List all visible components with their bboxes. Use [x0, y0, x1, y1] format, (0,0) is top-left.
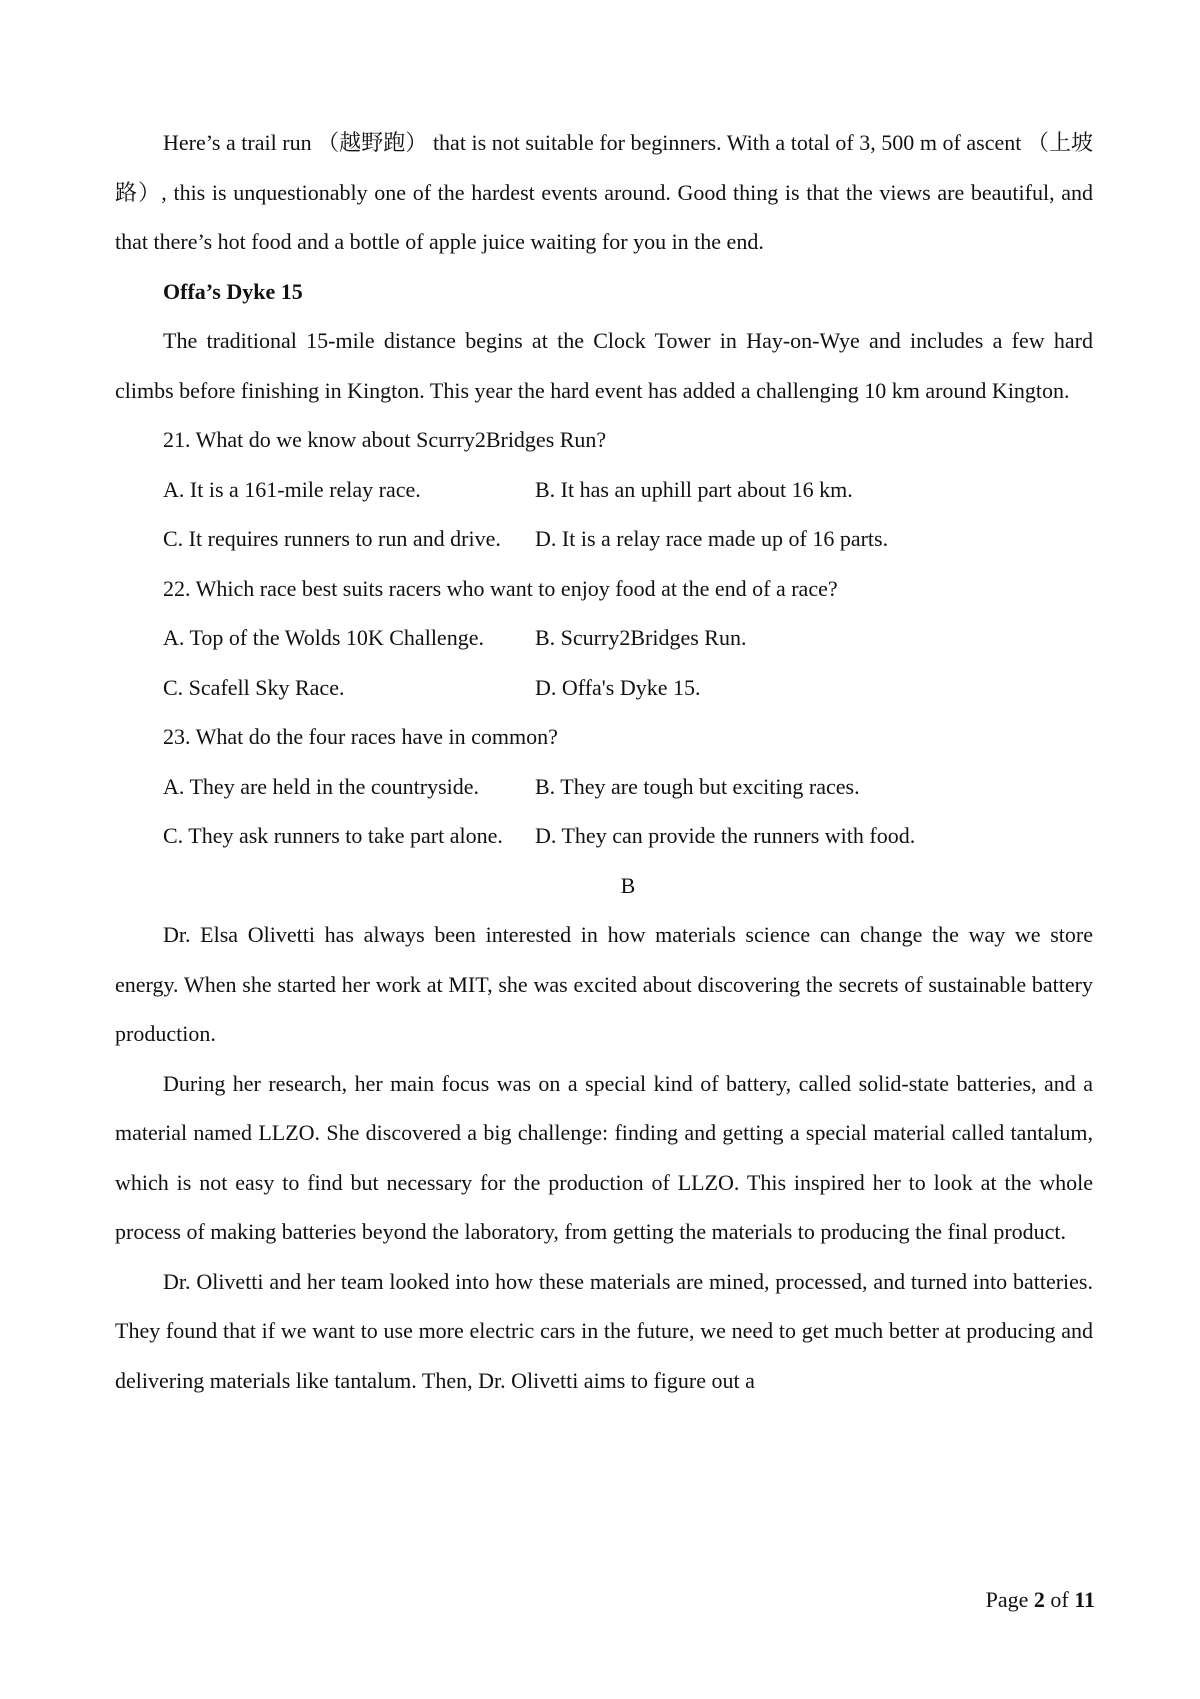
question-22-options-row-2: [115, 663, 1093, 713]
page-prefix: Page: [985, 1587, 1034, 1612]
option-a: A. Top of the Wolds 10K Challenge.: [163, 625, 484, 650]
question-22-stem: 22. Which race best suits racers who want to enjoy food at the end of a race?: [163, 575, 838, 601]
option-d: D. It is a relay race made up of 16 parts.: [535, 526, 889, 551]
question-21-options-row-2: [115, 514, 1093, 564]
offas-dyke-paragraph: The traditional 15-mile distance begins at the Clock Tower in Hay-on-Wye and includes a few hard climbs before finishing in Kington. This year the hard event has added a challenging 10 km around Kington.: [115, 328, 1093, 403]
section-heading-offas-dyke: Offa’s Dyke 15: [163, 278, 303, 304]
question-23-options-row-2: [115, 811, 1093, 861]
section-b-label: B: [620, 872, 636, 898]
question-22-options-row-1: [115, 613, 1093, 663]
total-pages-number: 11: [1074, 1587, 1095, 1612]
page-number: [986, 1587, 1095, 1613]
option-b: B. It has an uphill part about 16 km.: [535, 476, 853, 502]
passage-b-paragraph-2: During her research, her main focus was on a special kind of battery, called solid-state batteries, and a material named LLZO. She discovered a big challenge: finding and getting a special material called tantalum, which is not easy to find but necessary for the production of LLZO. This inspired her to look at the whole process of making batteries beyond the laboratory, from getting the materials to producing the final product.: [115, 1070, 1093, 1244]
option-c: C. Scafell Sky Race.: [163, 674, 345, 700]
option-a: A. They are held in the countryside.: [163, 773, 480, 799]
race-description-paragraph: Here’s a trail run （越野跑） that is not suitable for beginners. With a total of 3, 500 m of ascent （上坡路）, this is unquestionably one of the hardest events around. Good thing is that the views are beautiful, and that there’s hot food and a bottle of apple juice waiting for you in the end.: [115, 130, 1093, 254]
passage-b-paragraph-1: Dr. Elsa Olivetti has always been interested in how materials science can change the way we store energy. When she started her work at MIT, she was excited about discovering the secrets of sustainable battery production.: [115, 922, 1093, 1046]
option-a: A. It is a 161-mile relay race.: [163, 476, 421, 502]
question-23-options-row-1: [115, 762, 1093, 812]
passage-b-paragraph-3: Dr. Olivetti and her team looked into how these materials are mined, processed, and turned into batteries. They found that if we want to use more electric cars in the future, we need to get much better at producing and delivering materials like tantalum. Then, Dr. Olivetti aims to figure out a: [115, 1268, 1093, 1393]
option-c: C. It requires runners to run and drive.: [163, 526, 501, 551]
option-c: C. They ask runners to take part alone.: [163, 823, 503, 848]
option-d: D. They can provide the runners with food.: [535, 823, 916, 848]
option-b: B. Scurry2Bridges Run.: [535, 625, 747, 650]
question-23-stem: 23. What do the four races have in common?: [163, 724, 558, 749]
page-of-text: of: [1044, 1587, 1075, 1612]
page-content: [115, 118, 1093, 1405]
question-21-options-row-1: [115, 465, 1093, 515]
option-b: B. They are tough but exciting races.: [535, 773, 860, 799]
current-page-number: 2: [1033, 1587, 1045, 1612]
option-d: D. Offa's Dyke 15.: [535, 674, 701, 700]
question-21-stem: 21. What do we know about Scurry2Bridges Run?: [163, 427, 607, 452]
